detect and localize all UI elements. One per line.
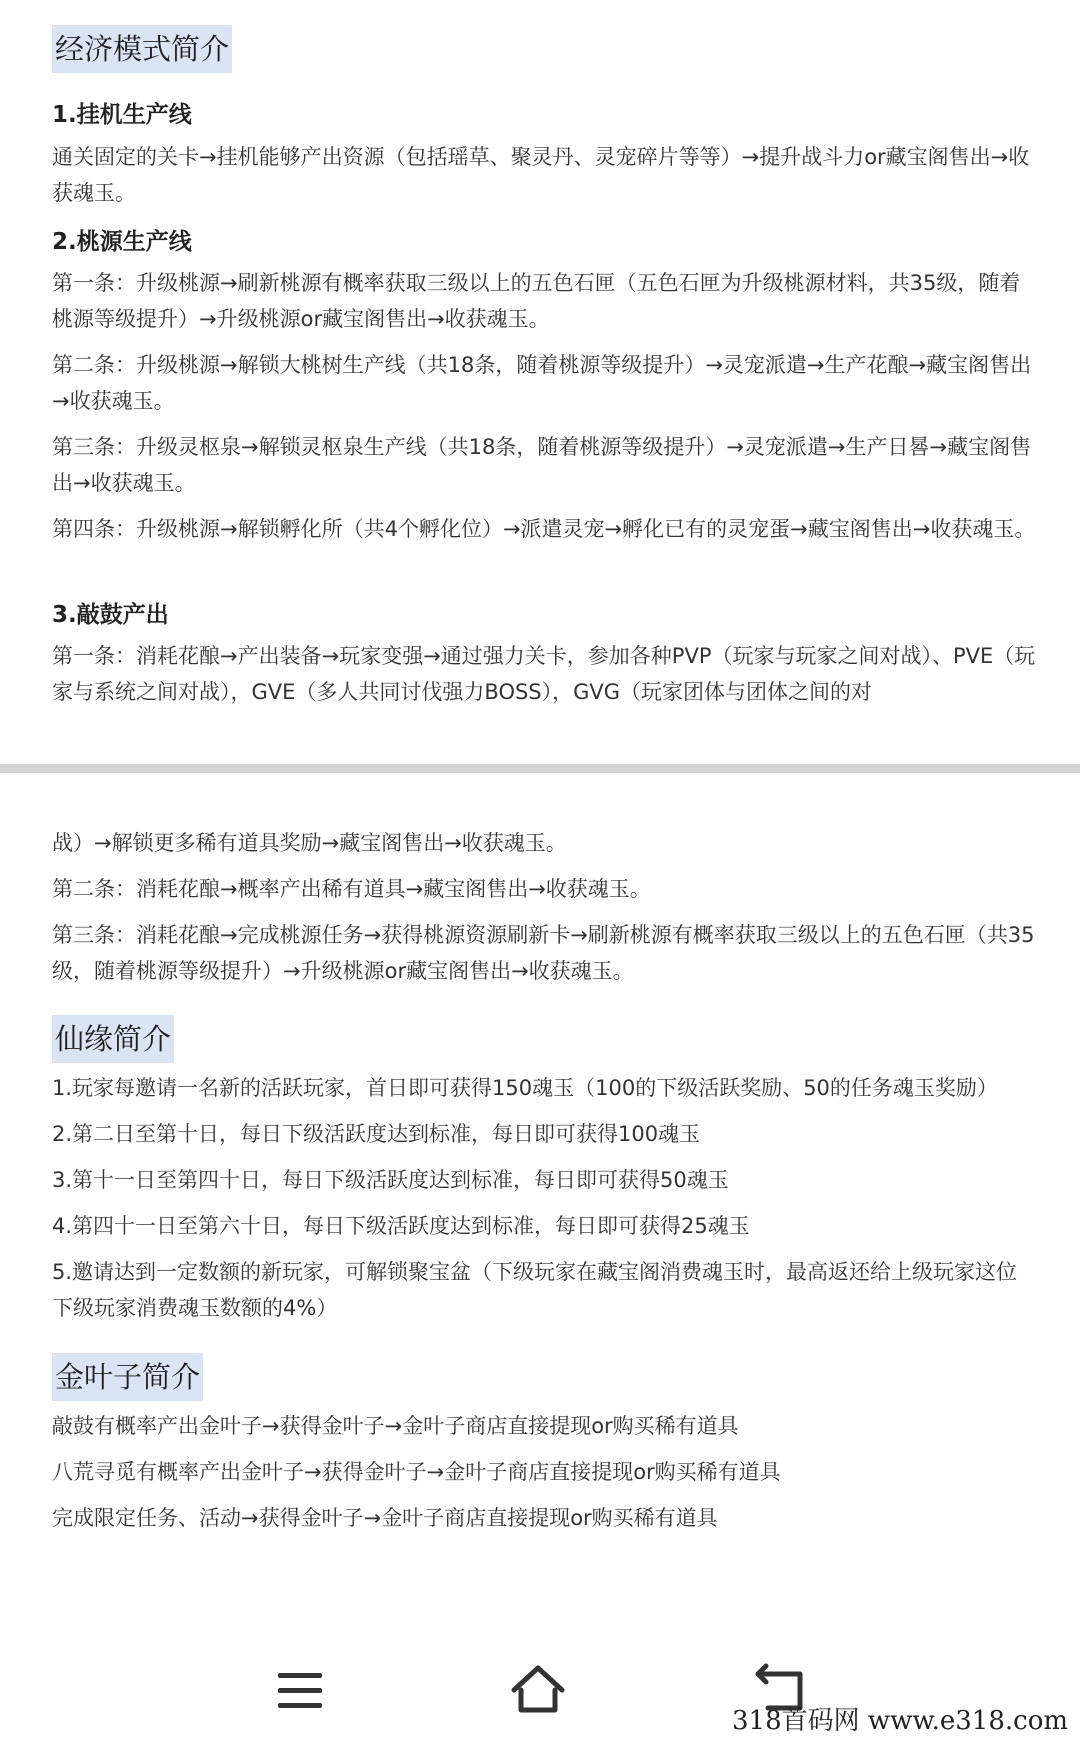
menu-button[interactable] — [270, 1660, 330, 1720]
fate-item-5: 5.邀请达到一定数额的新玩家，可解锁聚宝盆（下级玩家在藏宝阁消费魂玉时，最高返还给上级玩家这位下级玩家消费魂玉数额的4%） — [52, 1260, 1018, 1320]
peach-line-item-2: 第二条：升级桃源→解锁大桃树生产线（共18条，随着桃源等级提升）→灵宠派遣→生产花酿→藏宝阁售出→收获魂玉。 — [52, 353, 1032, 413]
peach-line-item-1: 第一条：升级桃源→刷新桃源有概率获取三级以上的五色石匣（五色石匣为升级桃源材料，共35级，随着桃源等级提升）→升级桃源or藏宝阁售出→收获魂玉。 — [52, 271, 1021, 331]
menu-icon — [270, 1660, 330, 1720]
screenshot-divider — [0, 764, 1080, 773]
drum-output-item-2: 第二条：消耗花酿→概率产出稀有道具→藏宝阁售出→收获魂玉。 — [52, 877, 651, 901]
idle-line-heading: 1.挂机生产线 — [52, 102, 192, 128]
peach-line-heading: 2.桃源生产线 — [52, 229, 192, 255]
site-watermark: 318首码网 www.e318.com — [732, 1706, 1068, 1736]
home-button[interactable] — [508, 1660, 568, 1720]
fate-item-1: 1.玩家每邀请一名新的活跃玩家，首日即可获得150魂玉（100的下级活跃奖励、50的任务魂玉奖励） — [52, 1076, 998, 1100]
economy-section-title: 经济模式简介 — [52, 25, 232, 73]
fate-item-4: 4.第四十一日至第六十日，每日下级活跃度达到标准，每日即可获得25魂玉 — [52, 1214, 750, 1238]
fate-item-2: 2.第二日至第十日，每日下级活跃度达到标准，每日即可获得100魂玉 — [52, 1122, 701, 1146]
gold-leaf-item-2: 八荒寻觅有概率产出金叶子→获得金叶子→金叶子商店直接提现or购买稀有道具 — [52, 1460, 781, 1484]
drum-output-heading: 3.敲鼓产出 — [52, 602, 169, 628]
fate-item-3: 3.第十一日至第四十日，每日下级活跃度达到标准，每日即可获得50魂玉 — [52, 1168, 729, 1192]
idle-line-text: 通关固定的关卡→挂机能够产出资源（包括瑶草、聚灵丹、灵宠碎片等等）→提升战斗力or藏宝阁售出→收获魂玉。 — [52, 145, 1030, 205]
peach-line-item-4: 第四条：升级桃源→解锁孵化所（共4个孵化位）→派遣灵宠→孵化已有的灵宠蛋→藏宝阁售出→收获魂玉。 — [52, 517, 1036, 541]
drum-output-item-3: 第三条：消耗花酿→完成桃源任务→获得桃源资源刷新卡→刷新桃源有概率获取三级以上的五色石匣（共35级，随着桃源等级提升）→升级桃源or藏宝阁售出→收获魂玉。 — [52, 923, 1035, 983]
gold-leaf-section-title: 金叶子简介 — [52, 1353, 203, 1401]
gold-leaf-item-1: 敲鼓有概率产出金叶子→获得金叶子→金叶子商店直接提现or购买稀有道具 — [52, 1414, 739, 1438]
drum-output-item-1-part-2: 战）→解锁更多稀有道具奖励→藏宝阁售出→收获魂玉。 — [52, 831, 567, 855]
fate-section-title: 仙缘简介 — [52, 1015, 174, 1063]
peach-line-item-3: 第三条：升级灵枢泉→解锁灵枢泉生产线（共18条，随着桃源等级提升）→灵宠派遣→生产日晷→藏宝阁售出→收获魂玉。 — [52, 435, 1032, 495]
drum-output-item-1-part-1: 第一条：消耗花酿→产出装备→玩家变强→通过强力关卡，参加各种PVP（玩家与玩家之间对战）、PVE（玩家与系统之间对战），GVE（多人共同讨伐强力BOSS），GVG（玩家团体与团体之间的对 — [52, 644, 1036, 704]
home-icon — [508, 1660, 568, 1720]
gold-leaf-item-3: 完成限定任务、活动→获得金叶子→金叶子商店直接提现or购买稀有道具 — [52, 1506, 718, 1530]
